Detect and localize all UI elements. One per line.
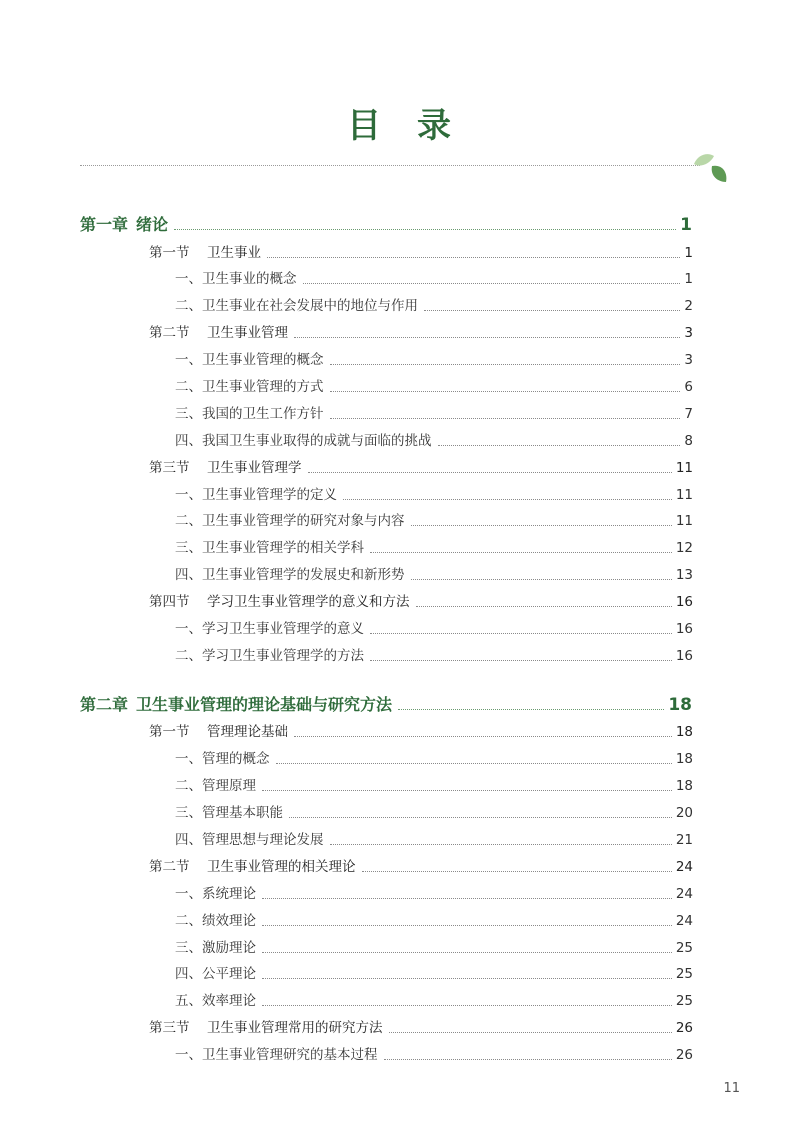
toc-section-row[interactable] [149, 459, 693, 477]
toc-item-row[interactable] [175, 992, 693, 1010]
toc-page-number: 11 [675, 460, 693, 476]
toc-item-row[interactable] [175, 647, 693, 665]
toc-entry-label [175, 270, 297, 288]
toc-item-row[interactable] [175, 351, 693, 369]
toc-entry-title: 一、系统理论 [175, 886, 256, 902]
toc-page-number: 26 [675, 1047, 693, 1063]
toc-entry-title: 二、卫生事业在社会发展中的地位与作用 [175, 298, 418, 314]
toc-entry-label [175, 351, 324, 369]
dot-leader [262, 952, 672, 953]
toc-chapter-row[interactable] [80, 216, 692, 234]
toc-entry-title: 二、卫生事业管理的方式 [175, 379, 324, 395]
toc-entry-number: 第二节 [149, 859, 190, 875]
toc-page-number: 16 [675, 621, 693, 637]
toc-entry-title: 一、卫生事业的概念 [175, 271, 297, 287]
toc-page-number: 26 [675, 1020, 693, 1036]
toc-page-number: 8 [684, 433, 693, 449]
toc-item-row[interactable] [175, 378, 693, 396]
toc-item-row[interactable] [175, 405, 693, 423]
dot-leader [330, 391, 681, 392]
toc-entry-label [175, 992, 256, 1010]
toc-section-row[interactable] [149, 858, 693, 876]
dot-leader [330, 418, 681, 419]
toc-item-row[interactable] [175, 486, 693, 504]
toc-page-number: 11 [675, 487, 693, 503]
toc-item-row[interactable] [175, 270, 693, 288]
toc-page-number: 6 [684, 379, 693, 395]
dot-leader [303, 283, 681, 284]
toc-entry-label [149, 1019, 383, 1037]
toc-section-row[interactable] [149, 723, 693, 741]
toc-page-number: 20 [675, 805, 693, 821]
toc-entry-label [175, 647, 364, 665]
dot-leader [438, 445, 681, 446]
dot-leader [370, 660, 672, 661]
toc-section-row[interactable] [149, 244, 693, 262]
dot-leader [330, 364, 681, 365]
toc-page-number: 21 [675, 832, 693, 848]
dot-leader [330, 844, 672, 845]
toc-page-number: 12 [675, 540, 693, 556]
toc-entry-label [175, 486, 337, 504]
dot-leader [262, 898, 672, 899]
toc-entry-title: 二、卫生事业管理学的研究对象与内容 [175, 513, 405, 529]
toc-entry-label [175, 750, 270, 768]
toc-item-row[interactable] [175, 912, 693, 930]
toc-entry-label [175, 777, 256, 795]
toc-page-number: 1 [684, 271, 693, 287]
toc-entry-number: 第三节 [149, 1020, 190, 1036]
toc-entry-title: 三、我国的卫生工作方针 [175, 406, 324, 422]
dot-leader [370, 633, 672, 634]
toc-page-number: 18 [668, 695, 692, 715]
toc-item-row[interactable] [175, 512, 693, 530]
dot-leader [411, 579, 672, 580]
toc-entry-title: 四、公平理论 [175, 966, 256, 982]
toc-page-number: 25 [675, 993, 693, 1009]
toc-entry-title: 四、我国卫生事业取得的成就与面临的挑战 [175, 433, 432, 449]
toc-item-row[interactable] [175, 1046, 693, 1064]
toc-entry-number: 第一章 [80, 215, 129, 234]
dot-leader [416, 606, 672, 607]
toc-page-number: 18 [675, 751, 693, 767]
dot-leader [384, 1059, 672, 1060]
toc-entry-title: 一、学习卫生事业管理学的意义 [175, 621, 364, 637]
toc-entry-title: 一、卫生事业管理研究的基本过程 [175, 1047, 378, 1063]
toc-entry-label [175, 885, 256, 903]
toc-item-row[interactable] [175, 804, 693, 822]
toc-entry-title: 一、卫生事业管理的概念 [175, 352, 324, 368]
toc-entry-title: 卫生事业 [207, 245, 261, 261]
toc-entry-title: 三、激励理论 [175, 940, 256, 956]
toc-page-number: 13 [675, 567, 693, 583]
toc-item-row[interactable] [175, 939, 693, 957]
toc-page-number: 25 [675, 966, 693, 982]
toc-entry-title: 四、卫生事业管理学的发展史和新形势 [175, 567, 405, 583]
toc-item-row[interactable] [175, 297, 693, 315]
toc-entry-label [175, 965, 256, 983]
toc-entry-label [175, 432, 432, 450]
toc-section-row[interactable] [149, 593, 693, 611]
toc-entry-title: 四、管理思想与理论发展 [175, 832, 324, 848]
dot-leader [424, 310, 680, 311]
dot-leader [262, 978, 672, 979]
toc-page-number: 25 [675, 940, 693, 956]
toc-entry-title: 一、卫生事业管理学的定义 [175, 487, 337, 503]
toc-page-number: 1 [680, 215, 692, 235]
toc-entry-title: 二、管理原理 [175, 778, 256, 794]
toc-entry-label [149, 324, 288, 342]
toc-item-row[interactable] [175, 885, 693, 903]
toc-entry-label [175, 1046, 378, 1064]
toc-entry-title: 绪论 [136, 215, 169, 234]
page-number: 11 [723, 1081, 740, 1096]
toc-item-row[interactable] [175, 777, 693, 795]
dot-leader [389, 1032, 672, 1033]
toc-entry-number: 第二章 [80, 695, 129, 714]
dot-leader [343, 499, 672, 500]
toc-entry-label [149, 593, 410, 611]
toc-page-number: 16 [675, 648, 693, 664]
toc-page-number: 24 [675, 859, 693, 875]
toc-entry-label [149, 459, 302, 477]
toc-entry-label [175, 512, 405, 530]
toc-item-row[interactable] [175, 432, 693, 450]
toc-entry-label [175, 939, 256, 957]
dot-leader [362, 871, 672, 872]
dot-leader [289, 817, 672, 818]
toc-page-number: 24 [675, 913, 693, 929]
toc-entry-title: 二、学习卫生事业管理学的方法 [175, 648, 364, 664]
toc-chapter-row[interactable] [80, 696, 692, 714]
toc-entry-title: 卫生事业管理常用的研究方法 [207, 1020, 383, 1036]
toc-item-row[interactable] [175, 965, 693, 983]
toc-entry-number: 第四节 [149, 594, 190, 610]
dot-leader [174, 229, 676, 230]
toc-entry-number: 第三节 [149, 460, 190, 476]
toc-entry-number: 第一节 [149, 245, 190, 261]
toc-page-number: 2 [684, 298, 693, 314]
toc-item-row[interactable] [175, 566, 693, 584]
dot-leader [262, 925, 672, 926]
toc-page-number: 18 [675, 778, 693, 794]
dot-leader [294, 337, 680, 338]
dot-leader [398, 709, 664, 710]
toc-section-row[interactable] [149, 1019, 693, 1037]
toc-page-number: 3 [684, 352, 693, 368]
toc-entry-label [80, 696, 392, 714]
toc-entry-label [175, 804, 283, 822]
toc-entry-title: 三、管理基本职能 [175, 805, 283, 821]
toc-page-number: 11 [675, 513, 693, 529]
toc-page-number: 1 [684, 245, 693, 261]
dot-leader [267, 257, 680, 258]
toc-entry-label [175, 831, 324, 849]
toc-entry-title: 二、绩效理论 [175, 913, 256, 929]
toc-entry-title: 三、卫生事业管理学的相关学科 [175, 540, 364, 556]
toc-entry-label [175, 539, 364, 557]
toc-entry-label [175, 378, 324, 396]
title-char-2: 录 [417, 106, 453, 146]
dot-leader [308, 472, 672, 473]
toc-entry-title: 卫生事业管理的理论基础与研究方法 [136, 695, 393, 714]
toc-entry-label [149, 858, 356, 876]
toc-item-row[interactable] [175, 539, 693, 557]
toc-item-row[interactable] [175, 750, 693, 768]
toc-entry-title: 管理理论基础 [207, 724, 288, 740]
toc-entry-label [80, 216, 168, 234]
dot-leader [370, 552, 672, 553]
toc-page-number: 18 [675, 724, 693, 740]
toc-entry-label [175, 405, 324, 423]
toc-entry-label [175, 620, 364, 638]
toc-page-number: 24 [675, 886, 693, 902]
toc-entry-label [149, 244, 261, 262]
toc-entry-title: 五、效率理论 [175, 993, 256, 1009]
dot-leader [411, 525, 672, 526]
dot-leader [276, 763, 672, 764]
dot-leader [262, 790, 672, 791]
toc-entry-title: 卫生事业管理的相关理论 [207, 859, 356, 875]
toc-item-row[interactable] [175, 620, 693, 638]
dot-leader [294, 736, 672, 737]
toc-entry-label [175, 566, 405, 584]
toc-item-row[interactable] [175, 831, 693, 849]
toc-entry-number: 第二节 [149, 325, 190, 341]
toc-page-number: 16 [675, 594, 693, 610]
toc-entry-title: 卫生事业管理学 [207, 460, 302, 476]
toc-entry-label [175, 297, 418, 315]
toc-entry-number: 第一节 [149, 724, 190, 740]
toc-entry-label [175, 912, 256, 930]
toc-page-number: 3 [684, 325, 693, 341]
toc-entry-title: 卫生事业管理 [207, 325, 288, 341]
toc-section-row[interactable] [149, 324, 693, 342]
title-char-1: 目 [347, 106, 383, 146]
toc-entry-title: 学习卫生事业管理学的意义和方法 [207, 594, 410, 610]
toc-entry-label [149, 723, 288, 741]
toc-page-number: 7 [684, 406, 693, 422]
dot-leader [262, 1005, 672, 1006]
toc-entry-title: 一、管理的概念 [175, 751, 270, 767]
